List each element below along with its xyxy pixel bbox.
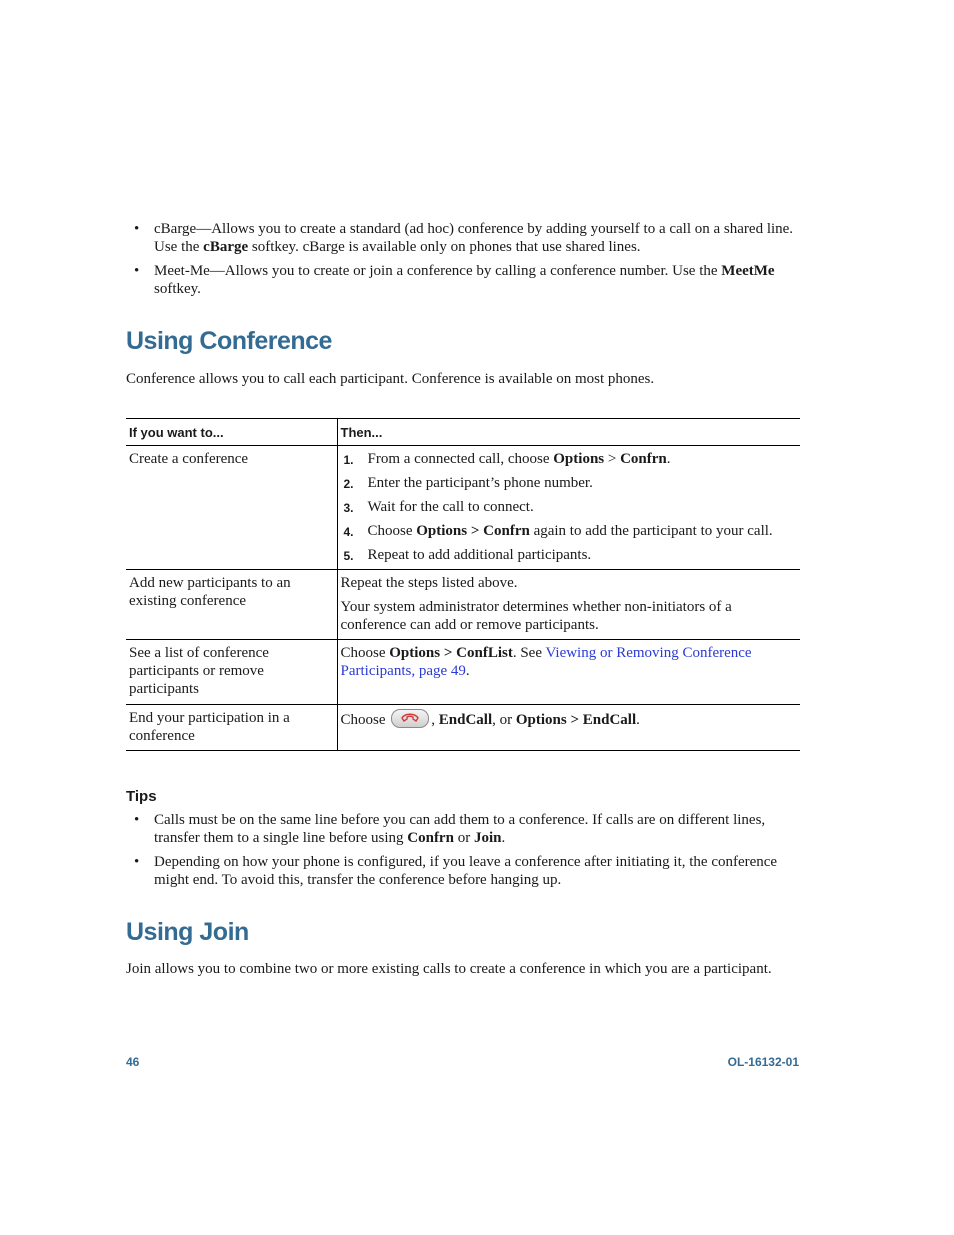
conference-intro: Conference allows you to call each participant. Conference is available on most phones. [126, 371, 655, 387]
join-intro: Join allows you to combine two or more existing calls to create a conference in which you are a participant. [126, 961, 772, 977]
list-item: • Depending on how your phone is configured, if you leave a conference after initiating it, the conference might end. To avoid this, transfer the conference before hanging up. [134, 854, 778, 888]
list-item: 4. Choose Options > Confrn again to add the participant to your call. [343, 523, 773, 539]
bullet-icon: • [134, 812, 140, 828]
intro-bullet-list [126, 220, 798, 298]
list-item: • Calls must be on the same line before you can add them to a conference. If calls are on different lines, transfer them to a single line before using Confrn or Join. [134, 812, 766, 846]
section-heading-conference: Using Conference [126, 327, 332, 355]
table-cell: End your participation in a conference [126, 705, 337, 751]
list-item: 5. Repeat to add additional participants. [343, 547, 592, 563]
column-header: Then... [337, 419, 800, 446]
table-cell [337, 446, 800, 570]
page-number: 46 [126, 1055, 140, 1069]
list-item: • Meet-Me—Allows you to create or join a conference by calling a conference number. Use the MeetMe softkey. [134, 263, 775, 297]
bullet-icon: • [134, 221, 140, 237]
conference-table [126, 418, 800, 751]
table-cell: Create a conference [126, 446, 337, 570]
list-item: 2. Enter the participant’s phone number. [343, 475, 593, 491]
end-call-button-icon [391, 709, 429, 728]
table-cell: Add new participants to an existing conference [126, 570, 337, 640]
table-header-row [126, 419, 800, 446]
bullet-icon: • [134, 263, 140, 279]
table-row [126, 570, 800, 640]
tips-heading: Tips [126, 788, 157, 805]
table-cell: Repeat the steps listed above. Your system administrator determines whether non-initiators of a conference can add or remove participants. [337, 570, 800, 640]
table-row [126, 446, 800, 570]
table-cell: See a list of conference participants or remove participants [126, 640, 337, 705]
document-id: OL-16132-01 [727, 1055, 799, 1069]
table-row [126, 705, 800, 751]
section-heading-join: Using Join [126, 918, 249, 946]
list-item: 1. From a connected call, choose Options > Confrn. [343, 451, 671, 467]
cross-reference-link[interactable]: Viewing or Removing Conference Participants, page 49 [340, 645, 752, 679]
tips-list [126, 811, 798, 889]
bullet-icon: • [134, 854, 140, 870]
table-cell: Choose , EndCall, or Options > EndCall. [337, 705, 800, 751]
steps-list [341, 450, 799, 564]
table-cell: Choose Options > ConfList. See Viewing or Removing Conference Participants, page 49. [337, 640, 800, 705]
list-item: • cBarge—Allows you to create a standard (ad hoc) conference by adding yourself to a call on a shared line. Use the cBarge softkey. cBarge is available only on phones that use shared lines. [134, 221, 794, 255]
table-row [126, 640, 800, 705]
column-header: If you want to... [126, 419, 337, 446]
list-item: 3. Wait for the call to connect. [343, 499, 534, 515]
